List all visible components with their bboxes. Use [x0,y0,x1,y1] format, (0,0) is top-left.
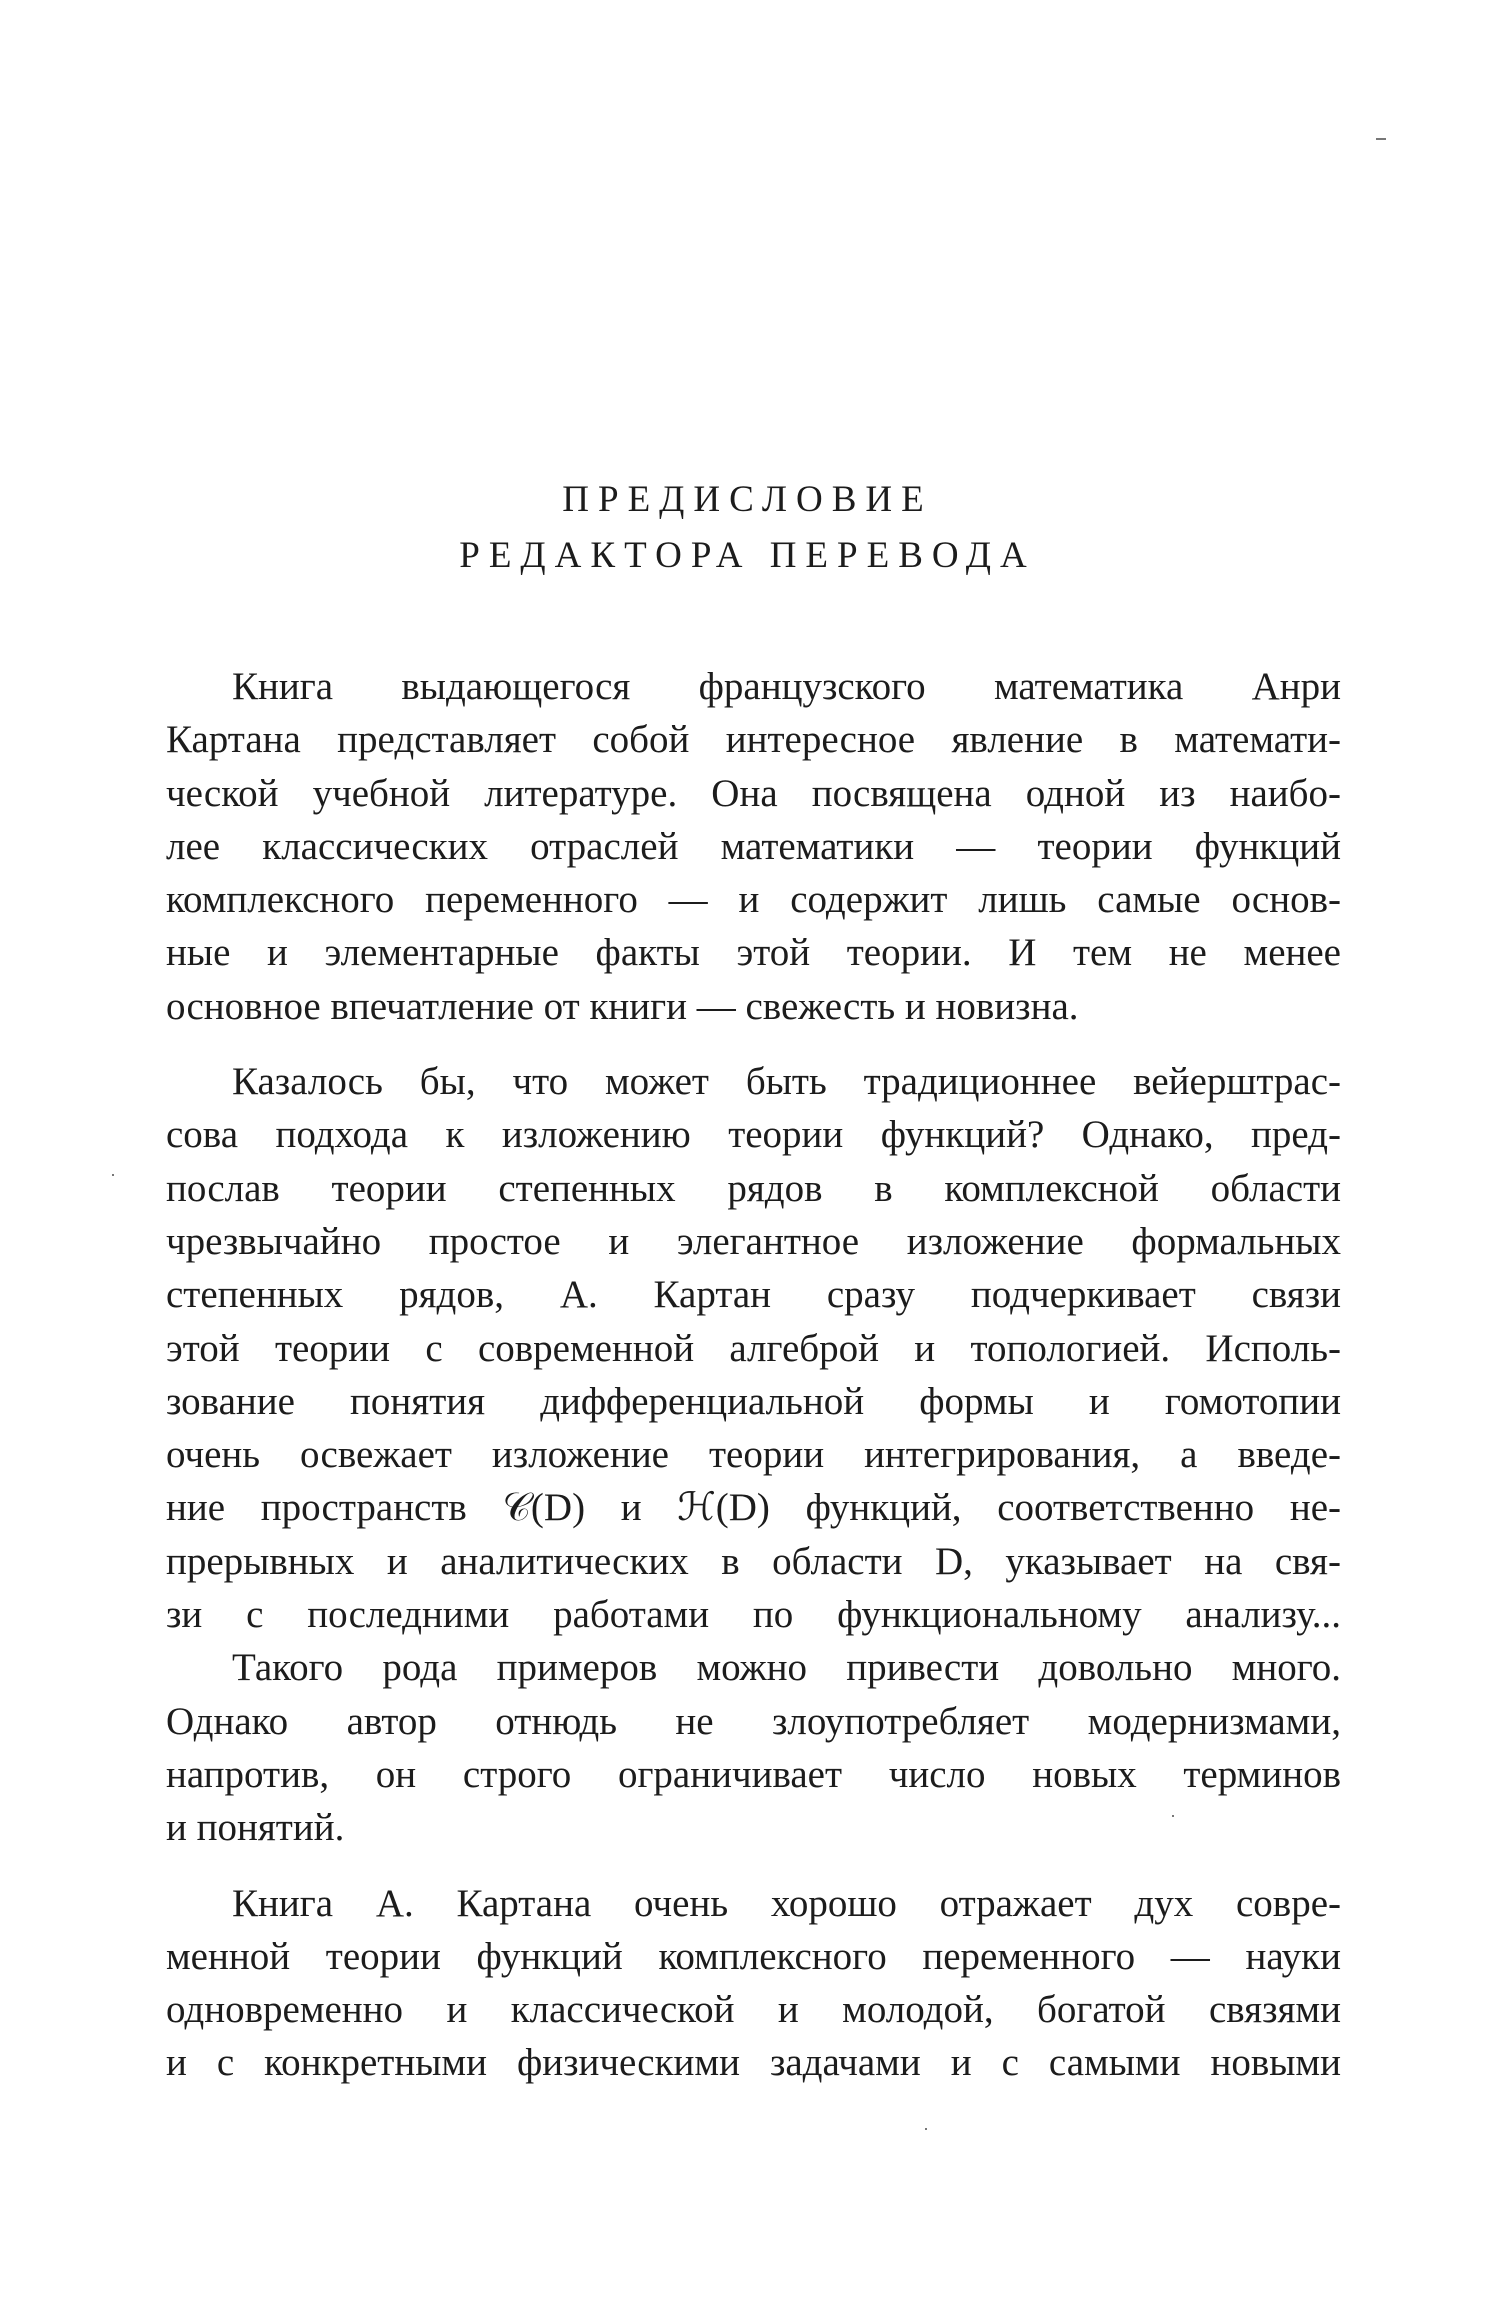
text-line: ные и элементарные факты этой теории. И тем не менее [166,931,1341,975]
text-line: очень освежает изложение теории интегрирования, а введе- [166,1433,1341,1477]
text-line: лее классических отраслей математики — теории функций [166,824,1341,868]
scan-speck [1172,1815,1174,1817]
text-line: Однако автор отнюдь не злоупотребляет модернизмами, [166,1699,1341,1743]
scan-speck [112,1174,114,1176]
text-line: и с конкретными физическими задачами и с самыми новыми [166,2041,1341,2085]
text-line: сова подхода к изложению теории функций? Однако, пред- [166,1113,1341,1157]
text-line: комплексного переменного — и содержит лишь самые основ- [166,878,1341,922]
text-line: напротив, он строго ограничивает число новых терминов [166,1752,1341,1796]
heading-line-2: РЕДАКТОРА ПЕРЕВОДА [459,535,1036,576]
text-line: зи с последними работами по функциональному анализу... [166,1593,1341,1637]
text-line: Такого рода примеров можно привести довольно много. [232,1646,1341,1690]
text-line: Картана представляет собой интересное явление в математи- [166,718,1341,762]
heading-line-1: ПРЕДИСЛОВИЕ [562,479,933,520]
preface-heading [0,472,1495,584]
text-line: менной теории функций комплексного переменного — науки [166,1934,1341,1978]
text-line: основное впечатление от книги — свежесть и новизна. [166,984,1079,1028]
paragraph-4 [166,1877,1341,2090]
text-line: прерывных и аналитических в области D, указывает на свя- [166,1539,1341,1583]
paragraph-1 [166,660,1341,1033]
text-line: и понятий. [166,1806,345,1850]
paragraph-2 [166,1055,1341,1641]
text-line: послав теории степенных рядов в комплексной области [166,1166,1341,1210]
body-text [166,660,1341,2090]
text-line: Книга выдающегося французского математика Анри [232,665,1341,708]
text-line: ческой учебной литературе. Она посвящена одной из наибо- [166,771,1341,815]
text-line: Книга А. Картана очень хорошо отражает дух совре- [232,1881,1341,1925]
paragraph-3 [166,1641,1341,1854]
text-line: зование понятия дифференциальной формы и гомотопии [166,1379,1341,1423]
text-line: ние пространств 𝒞(D) и ℋ(D) функций, соответственно не- [166,1486,1341,1530]
text-line: одновременно и классической и молодой, богатой связями [166,1988,1341,2032]
text-line: чрезвычайно простое и элегантное изложение формальных [166,1219,1341,1263]
text-line: Казалось бы, что может быть традиционнее вейерштрас- [232,1060,1341,1104]
scan-speck [925,2128,927,2130]
text-line: степенных рядов, А. Картан сразу подчеркивает связи [166,1273,1341,1317]
text-line: этой теории с современной алгеброй и топологией. Исполь- [166,1326,1341,1370]
scan-speck [1376,138,1386,140]
